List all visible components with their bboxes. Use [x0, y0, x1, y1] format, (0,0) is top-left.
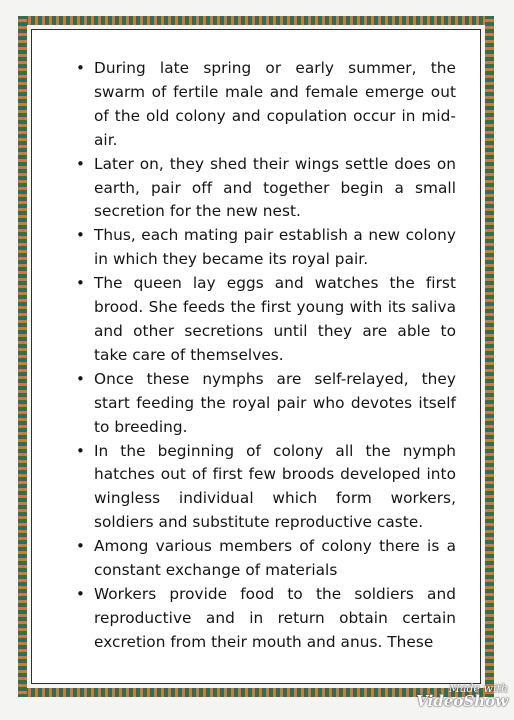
- list-item: [76, 224, 456, 272]
- list-item-text: Thus, each mating pair establish a new colony in which they became its royal pair.: [94, 226, 456, 269]
- list-item: [76, 368, 456, 440]
- border-band-right: [485, 16, 494, 697]
- bullet-icon: •: [76, 441, 85, 460]
- list-item-text: Among various members of colony there is a constant exchange of materials: [94, 537, 456, 580]
- list-item-text: Once these nymphs are self-relayed, they start feeding the royal pair who devotes itself to breeding.: [94, 369, 456, 436]
- bullet-icon: •: [76, 537, 85, 556]
- list-item-text: Later on, they shed their wings settle does on earth, pair off and together begin a small secretion for the new nest.: [94, 154, 456, 221]
- bullet-icon: •: [76, 226, 85, 245]
- list-item-text: Workers provide food to the soldiers and reproductive and in return obtain certain excretion from their mouth and anus. These: [94, 584, 456, 651]
- list-item-text: In the beginning of colony all the nymph hatches out of first few broods developed into wingless individual which form workers, soldiers and substitute reproductive caste.: [94, 441, 456, 532]
- bullet-list: [76, 57, 456, 655]
- list-item: [76, 153, 456, 225]
- watermark-line1: Made with: [448, 682, 508, 695]
- list-item: [76, 583, 456, 655]
- list-item-text: During late spring or early summer, the swarm of fertile male and female emerge out of the old colony and copulation occur in mid-air.: [94, 59, 456, 149]
- list-item: [76, 440, 456, 536]
- list-item: [76, 272, 456, 368]
- bullet-icon: •: [76, 584, 85, 603]
- list-item: [76, 535, 456, 583]
- videoshow-watermark: [416, 682, 508, 708]
- bullet-icon: •: [76, 154, 85, 173]
- bullet-icon: •: [76, 369, 85, 388]
- list-item-text: The queen lay eggs and watches the first brood. She feeds the first young with its saliva and other secretions until they are able to take care of themselves.: [94, 274, 456, 364]
- border-band-top: [18, 16, 494, 25]
- border-band-left: [18, 16, 27, 697]
- bullet-icon: •: [76, 59, 85, 77]
- list-item: [76, 57, 456, 153]
- bullet-icon: •: [76, 274, 85, 293]
- watermark-line2: VideoShow: [416, 692, 508, 710]
